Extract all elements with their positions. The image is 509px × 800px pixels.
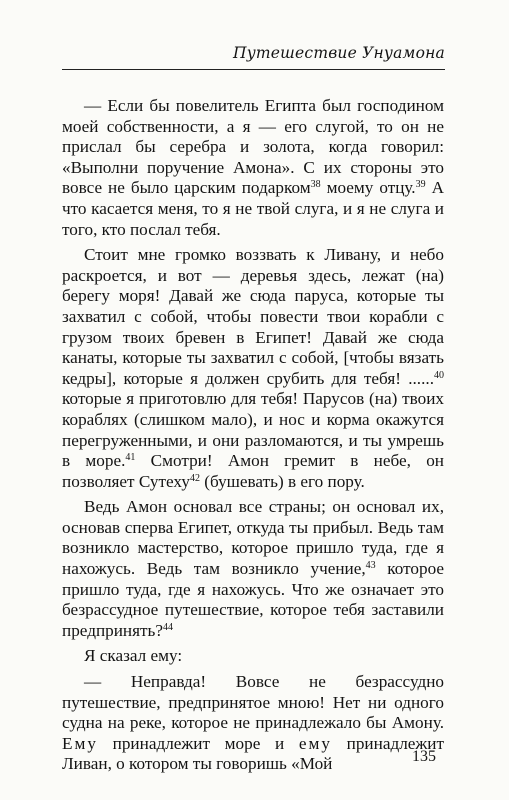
emphasis-spaced: Ему (62, 733, 98, 753)
body-text (62, 96, 444, 775)
paragraph (62, 646, 444, 667)
text-run: которое пришло туда, где я нахожусь. Что же означает это безрассудное путешествие, которое тебя заставили предпринять? (62, 559, 445, 640)
emphasis-spaced: ему (298, 733, 332, 753)
footnote-ref: 42 (189, 472, 200, 484)
text-run: Ведь Амон основал все страны; он основал их, основав сперва Египет, откуда ты прибыл. Ведь там возникло мастерство, которое пришло туда, где я нахожусь. Ведь там возникло учение, (62, 497, 444, 579)
paragraph (62, 96, 444, 240)
footnote-ref: 40 (434, 369, 444, 381)
text-run: принадлежит Ливан, о котором ты говоришь «Мой (62, 733, 444, 774)
footnote-ref: 39 (415, 179, 426, 191)
footnote-ref: 43 (365, 560, 376, 572)
paragraph (62, 672, 444, 775)
header-rule (62, 69, 445, 70)
text-run: принадлежит море и (97, 733, 299, 753)
footnote-ref: 44 (163, 621, 174, 633)
text-run: А что касается меня, то я не твой слуга, и я не слуга и того, кто послал тебя. (62, 178, 444, 239)
text-run: которые я приготовлю для тебя! Парусов (на) твоих кораблях (слишком мало), и нос и корма окажутся перегруженными, и они разломаются, и ты умрешь в море. (62, 389, 444, 471)
paragraph (62, 245, 444, 492)
paragraph (62, 497, 444, 641)
text-run: — Если бы повелитель Египта был господином моей собственности, а я — его слугой, то он не прислал бы серебра и золота, когда говорил: «Выполни поручение Амона». С их стороны это вовсе не было царским подарком (62, 96, 444, 198)
text-run: — Неправда! Вовсе не безрассудно путешествие, предпринятое мною! Нет ни одного судна на реке, которое не принадлежало бы Амону. (62, 672, 444, 733)
text-run: моему отцу. (320, 178, 416, 198)
text-run: Смотри! Амон гремит в небе, он позволяет Сутеху (62, 451, 445, 491)
footnote-ref: 38 (310, 179, 321, 191)
running-head: Путешествие Унуамона (233, 44, 445, 62)
page-number: 135 (412, 748, 436, 765)
text-run: (бушевать) в его пору. (199, 471, 365, 491)
text-run: Я сказал ему: (84, 646, 183, 666)
footnote-ref: 41 (125, 452, 136, 464)
text-run: Стоит мне громко воззвать к Ливану, и небо раскроется, и вот — деревья здесь, лежат (на) берегу моря! Давай же сюда паруса, которые ты захватил с собой, чтобы повести твои корабли с грузом твоих бревен в Египет! Давай же сюда канаты, которые ты захватил с собой, [чтобы вязать кедры], которые я должен срубить для тебя! ...... (62, 245, 444, 388)
